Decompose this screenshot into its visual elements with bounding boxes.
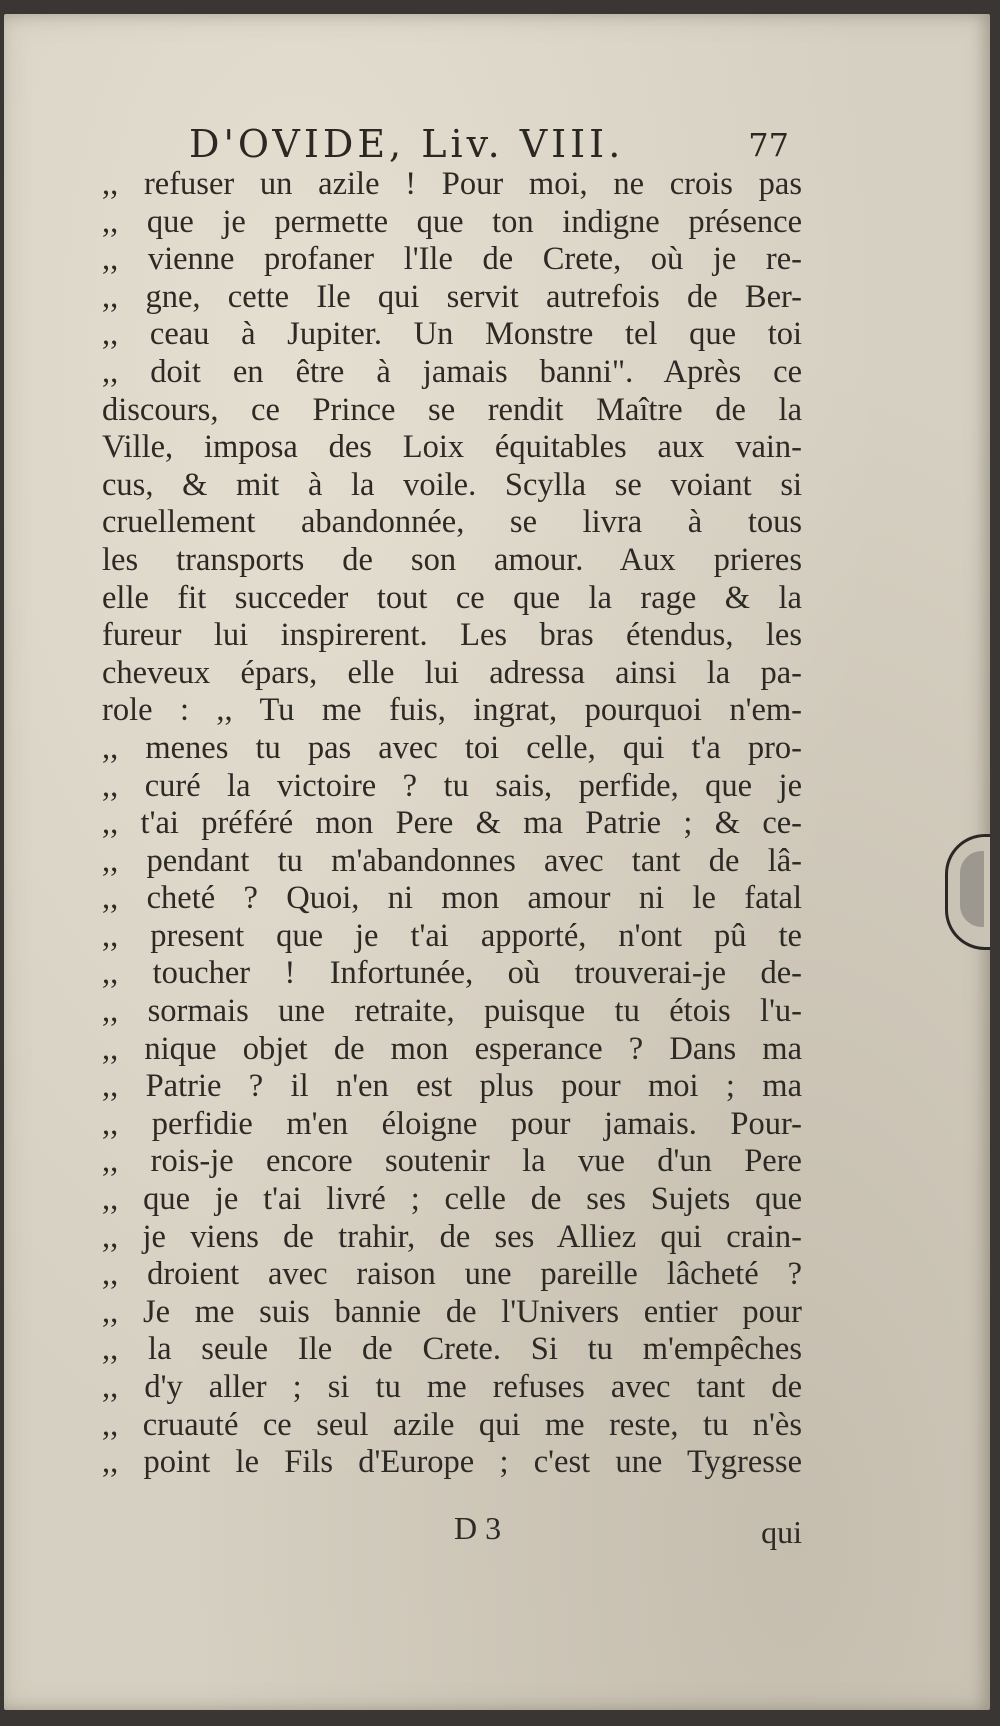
text-line-content: ,, cruauté ce seul azile qui me reste, tu n'ès <box>102 1406 802 1443</box>
text-line <box>102 392 802 430</box>
text-line-content: ,, que je permette que ton indigne présence <box>102 203 802 240</box>
text-line <box>102 504 802 542</box>
text-line-content: Ville, imposa des Loix équitables aux vain- <box>102 429 802 466</box>
text-line <box>102 1444 802 1482</box>
text-line-content: ,, pendant tu m'abandonnes avec tant de lâ- <box>102 842 802 879</box>
text-line <box>102 316 802 354</box>
catchword: qui <box>761 1514 802 1550</box>
text-line-content: ,, que je t'ai livré ; celle de ses Sujets que <box>102 1181 802 1218</box>
text-line <box>102 467 802 505</box>
text-line <box>102 805 802 843</box>
signature-mark: D 3 <box>454 1510 502 1546</box>
text-line-content: cheveux épars, elle lui adressa ainsi la pa- <box>102 654 802 691</box>
text-line-content: ,, ceau à Jupiter. Un Monstre tel que toi <box>102 316 802 353</box>
text-line <box>102 692 802 730</box>
text-line-content: ,, cheté ? Quoi, ni mon amour ni le fatal <box>102 880 802 917</box>
page-footer <box>102 1510 802 1554</box>
text-line <box>102 429 802 467</box>
text-line-content: ,, je viens de trahir, de ses Alliez qui crain- <box>102 1218 802 1255</box>
text-line-content: cus, & mit à la voile. Scylla se voiant si <box>102 466 802 503</box>
text-line <box>102 1106 802 1144</box>
text-line <box>102 166 802 204</box>
text-line-content: ,, gne, cette Ile qui servit autrefois de Ber- <box>102 278 802 315</box>
text-line-content: ,, sormais une retraite, puisque tu étois l'u- <box>102 993 802 1030</box>
text-line-content: ,, point le Fils d'Europe ; c'est une Tygresse <box>102 1444 802 1481</box>
text-line <box>102 241 802 279</box>
text-line-content: fureur lui inspirerent. Les bras étendus, les <box>102 617 802 654</box>
text-line-content: ,, la seule Ile de Crete. Si tu m'empêches <box>102 1331 802 1368</box>
text-line <box>102 542 802 580</box>
text-line <box>102 1294 802 1332</box>
text-line-content: ,, d'y aller ; si tu me refuses avec tant de <box>102 1369 802 1405</box>
text-line <box>102 1181 802 1219</box>
text-line <box>102 1068 802 1106</box>
text-line <box>102 204 802 242</box>
text-line <box>102 1331 802 1369</box>
text-line-content: ,, droient avec raison une pareille lâcheté ? <box>102 1256 802 1293</box>
book-page <box>4 14 990 1710</box>
text-line-content: cruellement abandonnée, se livra à tous <box>102 504 802 541</box>
text-line <box>102 354 802 392</box>
text-line <box>102 843 802 881</box>
text-line-content: elle fit succeder tout ce que la rage & la <box>102 579 802 616</box>
text-line <box>102 1369 802 1407</box>
text-line <box>102 993 802 1031</box>
text-line-content: ,, Je me suis bannie de l'Univers entier pour <box>102 1293 802 1330</box>
text-line-content: ,, toucher ! Infortunée, où trouverai-je de- <box>102 955 802 992</box>
text-line-content: ,, t'ai préféré mon Pere & ma Patrie ; & ce- <box>102 805 802 842</box>
text-line-content: ,, nique objet de mon esperance ? Dans ma <box>102 1030 802 1067</box>
text-line-content: ,, refuser un azile ! Pour moi, ne crois pas <box>102 166 802 202</box>
text-line <box>102 1219 802 1257</box>
body-text <box>102 166 802 1482</box>
text-line <box>102 880 802 918</box>
page-number: 77 <box>748 126 789 164</box>
text-line-content: ,, menes tu pas avec toi celle, qui t'a pro- <box>102 729 802 766</box>
text-line-content: role : ,, Tu me fuis, ingrat, pourquoi n'em- <box>102 692 802 729</box>
text-line-content: ,, doit en être à jamais banni". Après ce <box>102 353 802 390</box>
text-line <box>102 1256 802 1294</box>
text-line <box>102 279 802 317</box>
text-line <box>102 1143 802 1181</box>
text-line <box>102 580 802 618</box>
text-line <box>102 1031 802 1069</box>
text-line-content: ,, Patrie ? il n'en est plus pour moi ; ma <box>102 1068 802 1105</box>
text-line-content: ,, perfidie m'en éloigne pour jamais. Pour- <box>102 1105 802 1142</box>
text-line <box>102 617 802 655</box>
text-line <box>102 955 802 993</box>
text-line <box>102 918 802 956</box>
page-tab-marker <box>945 834 990 950</box>
running-title: D'OVIDE, Liv. VIII. <box>189 122 625 166</box>
text-line-content: ,, rois-je encore soutenir la vue d'un Pere <box>102 1143 802 1180</box>
text-line-content: discours, ce Prince se rendit Maître de la <box>102 391 802 428</box>
text-line-content: ,, curé la victoire ? tu sais, perfide, que je <box>102 767 802 804</box>
running-header <box>189 122 789 170</box>
text-line <box>102 1407 802 1445</box>
text-line <box>102 730 802 768</box>
text-line <box>102 655 802 693</box>
text-line-content: ,, vienne profaner l'Ile de Crete, où je re- <box>102 241 802 278</box>
text-line-content: les transports de son amour. Aux prieres <box>102 541 802 578</box>
text-line <box>102 768 802 806</box>
text-line-content: ,, present que je t'ai apporté, n'ont pû te <box>102 917 802 954</box>
